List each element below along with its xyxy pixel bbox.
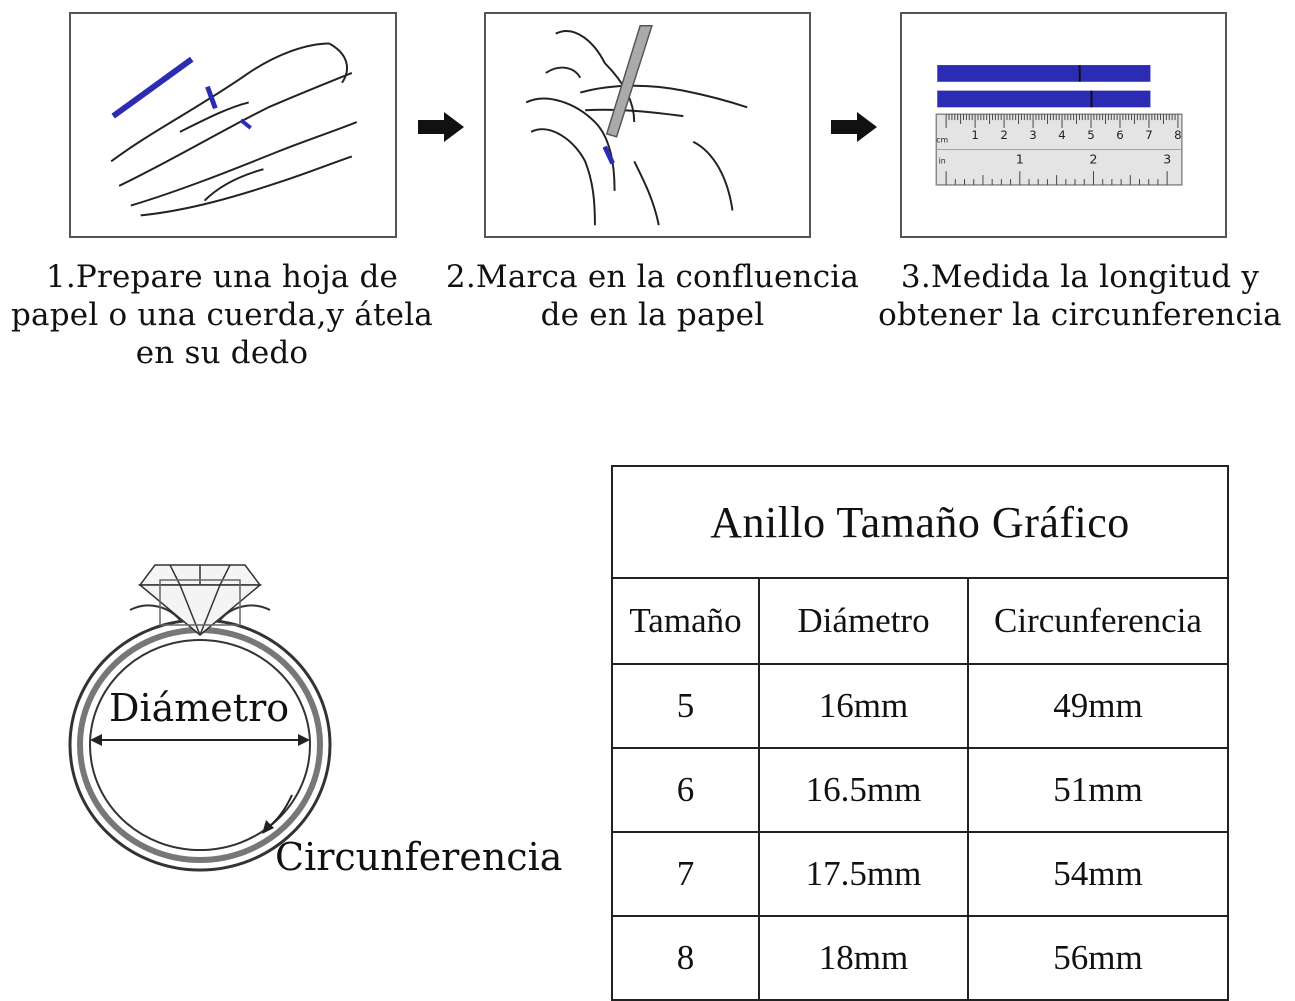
column-header: Tamaño xyxy=(612,578,759,664)
arrow-right-icon xyxy=(831,112,877,147)
ruler-unit-label: cm xyxy=(936,135,949,145)
circumference-label: Circunferencia xyxy=(275,835,563,879)
pen-mark-illustration xyxy=(486,14,809,236)
paper-strip xyxy=(937,91,1150,108)
column-header: Circunferencia xyxy=(968,578,1228,664)
ruler-unit-label: in xyxy=(938,156,946,166)
size-cell: 5 xyxy=(612,664,759,748)
paper-strip xyxy=(937,65,1150,82)
ruler-tick-label: 3 xyxy=(1029,127,1037,142)
table-row xyxy=(612,664,1228,748)
diameter-cell: 18mm xyxy=(759,916,968,1000)
ruler-illustration xyxy=(902,14,1225,236)
diameter-label: Diámetro xyxy=(109,686,290,730)
circumference-cell: 51mm xyxy=(968,748,1228,832)
size-cell: 6 xyxy=(612,748,759,832)
table-row xyxy=(612,832,1228,916)
size-cell: 8 xyxy=(612,916,759,1000)
diameter-cell: 16.5mm xyxy=(759,748,968,832)
table-row xyxy=(612,748,1228,832)
step-2-caption: 2.Marca en la confluencia de en la papel xyxy=(445,259,860,333)
ruler-tick-label: 6 xyxy=(1116,127,1124,142)
ruler-tick-label: 2 xyxy=(1089,152,1098,168)
size-cell: 7 xyxy=(612,832,759,916)
step-1-panel xyxy=(69,12,397,238)
diameter-cell: 16mm xyxy=(759,664,968,748)
table-row xyxy=(612,916,1228,1000)
diamond-icon xyxy=(140,565,260,635)
ruler-tick-label: 7 xyxy=(1145,127,1153,142)
column-header: Diámetro xyxy=(759,578,968,664)
circumference-cell: 49mm xyxy=(968,664,1228,748)
table-title-row xyxy=(612,466,1228,578)
ruler-tick-label: 2 xyxy=(1000,127,1008,142)
diameter-cell: 17.5mm xyxy=(759,832,968,916)
ruler-tick-label: 3 xyxy=(1163,152,1172,168)
table-header-row xyxy=(612,578,1228,664)
hand-wrap-illustration xyxy=(71,14,395,236)
circumference-cell: 56mm xyxy=(968,916,1228,1000)
circumference-cell: 54mm xyxy=(968,832,1228,916)
ruler-tick-label: 4 xyxy=(1058,127,1066,142)
ruler-tick-label: 8 xyxy=(1174,127,1182,142)
table-title: Anillo Tamaño Gráfico xyxy=(612,466,1228,578)
ruler-tick-label: 5 xyxy=(1087,127,1095,142)
step-3-panel xyxy=(900,12,1227,238)
step-1-caption: 1.Prepare una hoja de papel o una cuerda,y átela en su dedo xyxy=(11,259,433,371)
arrow-right-icon xyxy=(418,112,464,147)
step-2-panel xyxy=(484,12,811,238)
ruler-tick-label: 1 xyxy=(1015,152,1024,168)
step-3-caption: 3.Medida la longitud y obtener la circunferencia xyxy=(878,259,1282,333)
ruler-tick-label: 1 xyxy=(971,127,979,142)
ring-size-table xyxy=(611,465,1229,1001)
